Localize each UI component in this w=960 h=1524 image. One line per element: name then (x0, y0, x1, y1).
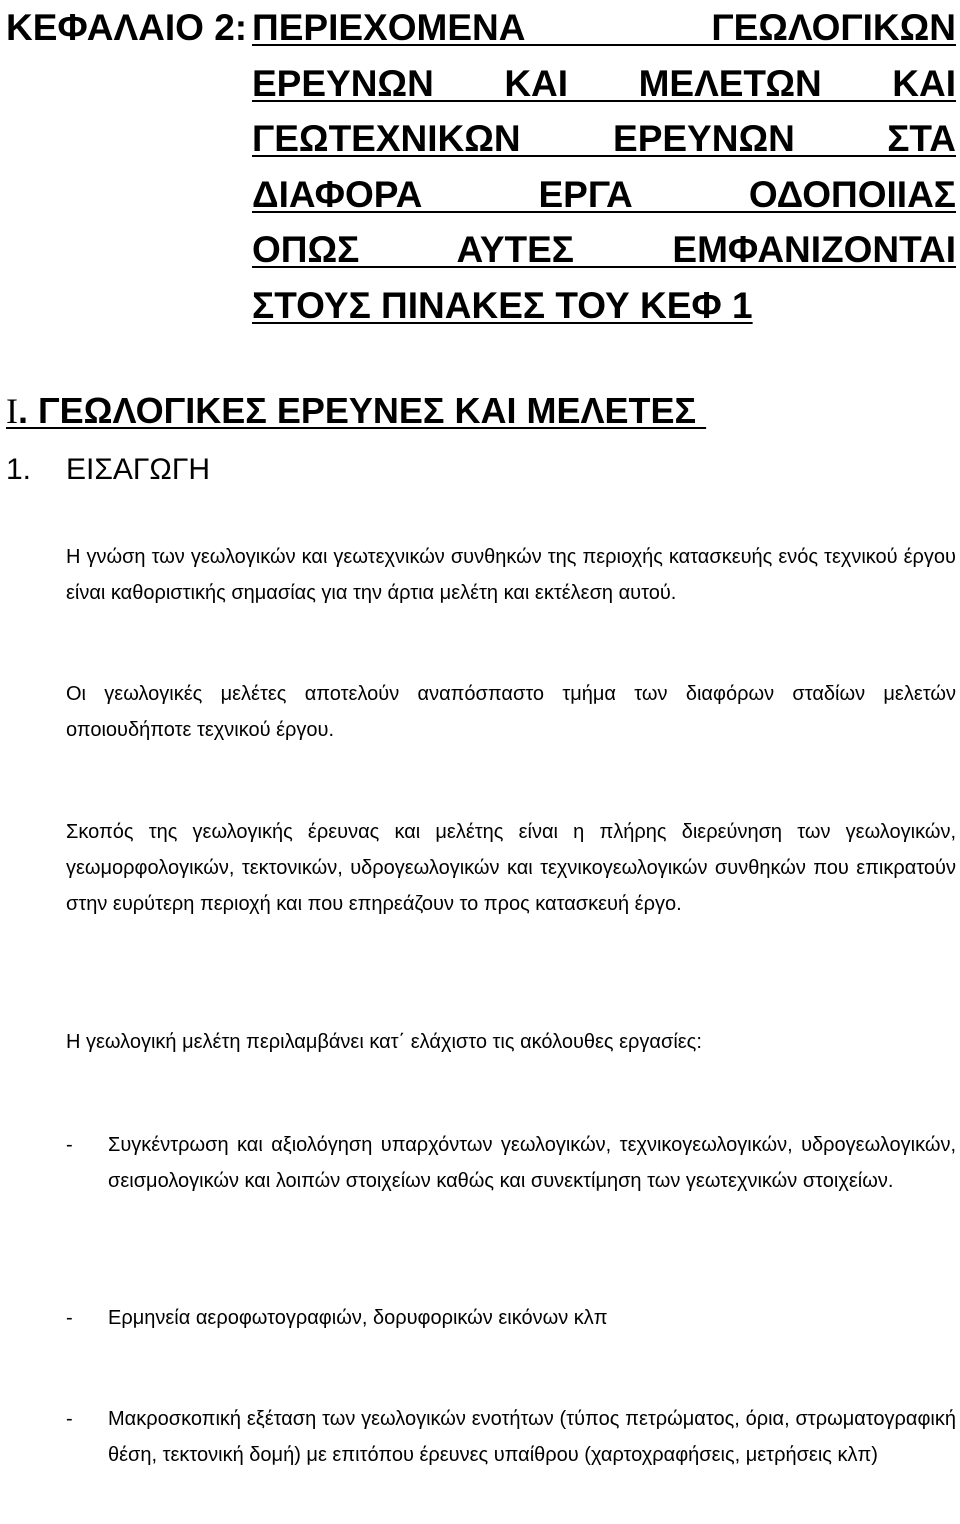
chapter-title-line: ΕΡΕΥΝΩΝ ΚΑΙ ΜΕΛΕΤΩΝ ΚΑΙ (252, 62, 956, 104)
list-item-text: Ερμηνεία αεροφωτογραφιών, δορυφορικών εικόνων κλπ (108, 1307, 608, 1329)
paragraph-intro: Η γνώση των γεωλογικών και γεωτεχνικών συνθηκών της περιοχής κατασκευής ενός τεχνικού έργου είναι καθοριστικής σημασίας για την άρτια μελέτη και εκτέλεση αυτού. (66, 546, 956, 604)
subsection-title: ΕΙΣΑΓΩΓΗ (66, 453, 211, 486)
chapter-title (252, 0, 956, 333)
chapter-title-line: ΟΠΩΣ ΑΥΤΕΣ ΕΜΦΑΝΙΖΟΝΤΑΙ (252, 229, 956, 270)
section-numeral: Ι (6, 391, 18, 431)
list-dash: - (66, 1307, 73, 1329)
paragraph-studies: Οι γεωλογικές μελέτες αποτελούν αναπόσπαστο τμήμα των διαφόρων σταδίων μελετών οποιουδήποτε τεχνικού έργου. (66, 683, 956, 741)
subsection-number: 1. (6, 453, 32, 486)
list-item-text: Συγκέντρωση και αξιολόγηση υπαρχόντων γεωλογικών, τεχνικογεωλογικών, υδρογεωλογικών, σεισμολογικών και λοιπών στοιχείων καθώς και συνεκτίμηση των γεωτεχνικών στοιχείων. (108, 1134, 956, 1192)
list-item-text: Μακροσκοπική εξέταση των γεωλογικών ενοτήτων (τύπος πετρώματος, όρια, στρωματογραφική θέση, τεκτονική δομή) με επιτόπου έρευνες υπαίθρου (χαρτοχραφήσεις, μετρήσεις κλπ) (108, 1408, 956, 1466)
section-title: . ΓΕΩΛΟΓΙΚΕΣ ΕΡΕΥΝΕΣ ΚΑΙ ΜΕΛΕΤΕΣ (18, 390, 707, 431)
list-item (66, 1401, 956, 1473)
chapter-heading (6, 0, 956, 333)
chapter-title-line: ΓΕΩΤΕΧΝΙΚΩΝ ΕΡΕΥΝΩΝ ΣΤΑ (252, 118, 956, 159)
subsection-heading (6, 445, 210, 495)
chapter-label: ΚΕΦΑΛΑΙΟ 2: (6, 7, 248, 48)
chapter-title-line: ΣΤΟΥΣ ΠΙΝΑΚΕΣ ΤΟΥ ΚΕΦ 1 (252, 284, 753, 326)
list-item (66, 1300, 956, 1336)
paragraph-tasks-intro: Η γεωλογική μελέτη περιλαμβάνει κατ΄ ελάχιστο τις ακόλουθες εργασίες: (66, 1031, 702, 1053)
list-item (66, 1127, 956, 1199)
chapter-title-line: ΔΙΑΦΟΡΑ ΕΡΓΑ ΟΔΟΠΟΙΙΑΣ (252, 173, 956, 215)
chapter-title-line: ΠΕΡΙΕΧΟΜΕΝΑ ΓΕΩΛΟΓΙΚΩΝ (252, 7, 956, 48)
paragraph-purpose: Σκοπός της γεωλογικής έρευνας και μελέτης είναι η πλήρης διερεύνηση των γεωλογικών, γεωμορφολογικών, τεκτονικών, υδρογεωλογικών και τεχνικογεωλογικών συνθηκών που επικρατούν στην ευρύτερη περιοχή και που επηρεάζουν το προς κατασκευή έργο. (66, 821, 956, 915)
list-dash: - (66, 1134, 73, 1156)
section-heading (6, 385, 706, 437)
list-dash: - (66, 1408, 73, 1430)
